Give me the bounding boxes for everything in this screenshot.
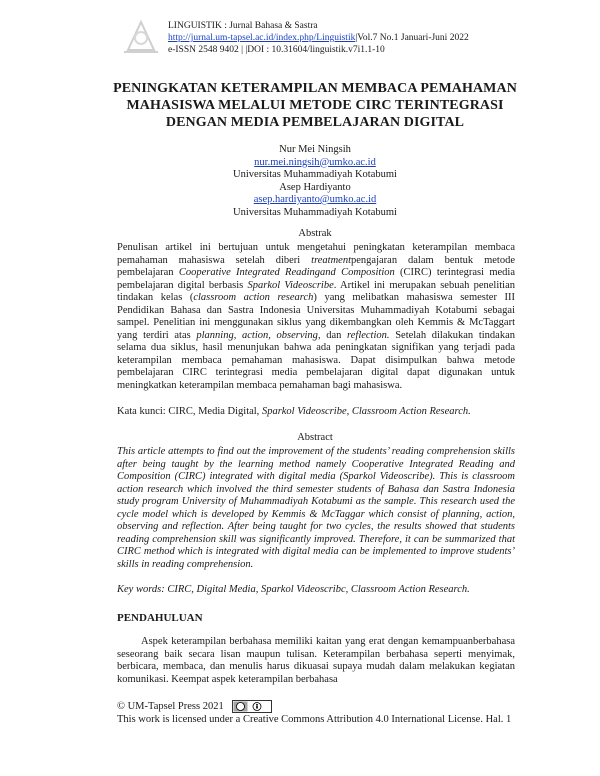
page-footer [117,700,511,726]
author-1-affiliation: Universitas Muhammadiyah Kotabumi [233,169,397,180]
author-1-email-link[interactable]: nur.mei.ningsih@umko.ac.id [254,156,376,168]
author-2-affiliation: Universitas Muhammadiyah Kotabumi [233,206,397,218]
article-title [100,80,530,131]
intro-paragraph: Aspek keterampilan berbahasa memiliki kaitan yang erat dengan kemampuanberbahasa seseorang baik secara lisan maupun tulisan. Keterampilan berbahasa seperti menyimak, berbicara, membaca, dan menulis harus dikuasai supaya mudah dalam melakukan kegiatan komunikasi. Keempat aspek keterampilan berbahasa [117,636,515,685]
journal-url-link[interactable]: http://jurnal.um-tapsel.ac.id/index.php/Linguistik [168,33,356,43]
journal-name: LINGUISTIK : Jurnal Bahasa & Sastra [168,21,318,31]
author-2-email-link[interactable]: asep.hardiyanto@umko.ac.id [253,194,377,205]
license-text: This work is licensed under a Creative Commons Attribution 4.0 International License. Hal. 1 [117,714,512,726]
title-line-2: MAHASISWA MELALUI METODE CIRC TERINTEGRASI [126,98,504,113]
author-block [0,144,600,219]
journal-header [168,20,469,56]
author-2-name: Asep Hardiyanto [279,181,351,193]
journal-issn-doi: e-ISSN 2548 9402 | |DOI : 10.31604/linguistik.v7i1.1-10 [168,45,385,55]
copyright-text: © UM-Tapsel Press 2021 [117,701,224,712]
abstrak-keywords: Kata kunci: CIRC, Media Digital, Sparkol Videoscribe, Classroom Action Research. [117,406,471,417]
cc-by-license-icon [232,700,272,713]
abstract-paragraph: This article attempts to find out the improvement of the students’ reading comprehension skills after being taught by the learning method namely Cooperative Integrated Reading and Composition (CIRC) integrated with digital media (Sparkol Videoscribe). This is classroom action research which involved the third semester students of Bahasa dan Sastra Indonesia study program University of Muhammadiyah Kotabumi as the sample. This research used the cycle model which is developed by Kemmis & McTaggar which consist of planning, action, observing and reflection. After being taught for two cycles, the results showed that students reading comprehension skill was significantly improved. Therefore, it can be summarized that CIRC method which is integrated with digital media can be implemented to improve students’ skills in reading comprehension. [117,446,515,570]
title-line-3: DENGAN MEDIA PEMBELAJARAN DIGITAL [165,115,465,130]
abstrak-heading: Abstrak [298,228,332,239]
journal-logo [120,16,162,56]
journal-volume: |Vol.7 No.1 Januari-Juni 2022 [355,33,469,43]
abstract-keywords: Key words: CIRC, Digital Media, Sparkol Videoscribc, Classroom Action Research. [117,584,470,595]
abstrak-paragraph: Penulisan artikel ini bertujuan untuk mengetahui peningkatan keterampilan membaca pemahaman mahasiswa setelah diberi treatmentpengajaran dalam bentuk metode pembelajaran Cooperative Integrated Readingand Composition (CIRC) terintegrasi media pembelajaran digital berbasis Sparkol Videoscribe. Artikel ini merupakan sebuah penelitian tindakan kelas (classroom action research) yang melibatkan mahasiswa semester III Pendidikan Bahasa dan Sastra Indonesia Universitas Muhammadiyah Kotabumi sebagai sampel. Penelitian ini menggunakan siklus yang dikembangkan oleh Kemmis & McTaggart yang terdiri atas planning, action, observing, dan reflection. Setelah dilakukan tindakan selama dua siklus, hasil menunjukan bahwa ada peningkatan signifikan yang terjadi pada keterampilan membaca pemahaman mahasiswa. Dapat disimpulkan bahwa metode pembelajaran CIRC terintegrasi media pembelajaran digital dapat digunakan untuk meningkatkan keterampilan membaca pemahaman bagi mahasiswa. [117,242,516,391]
title-line-1: PENINGKATAN KETERAMPILAN MEMBACA PEMAHAMAN [113,81,517,96]
abstract-heading: Abstract [297,432,333,443]
section-heading-pendahuluan: PENDAHULUAN [117,612,203,624]
author-1-name: Nur Mei Ningsih [279,144,351,155]
